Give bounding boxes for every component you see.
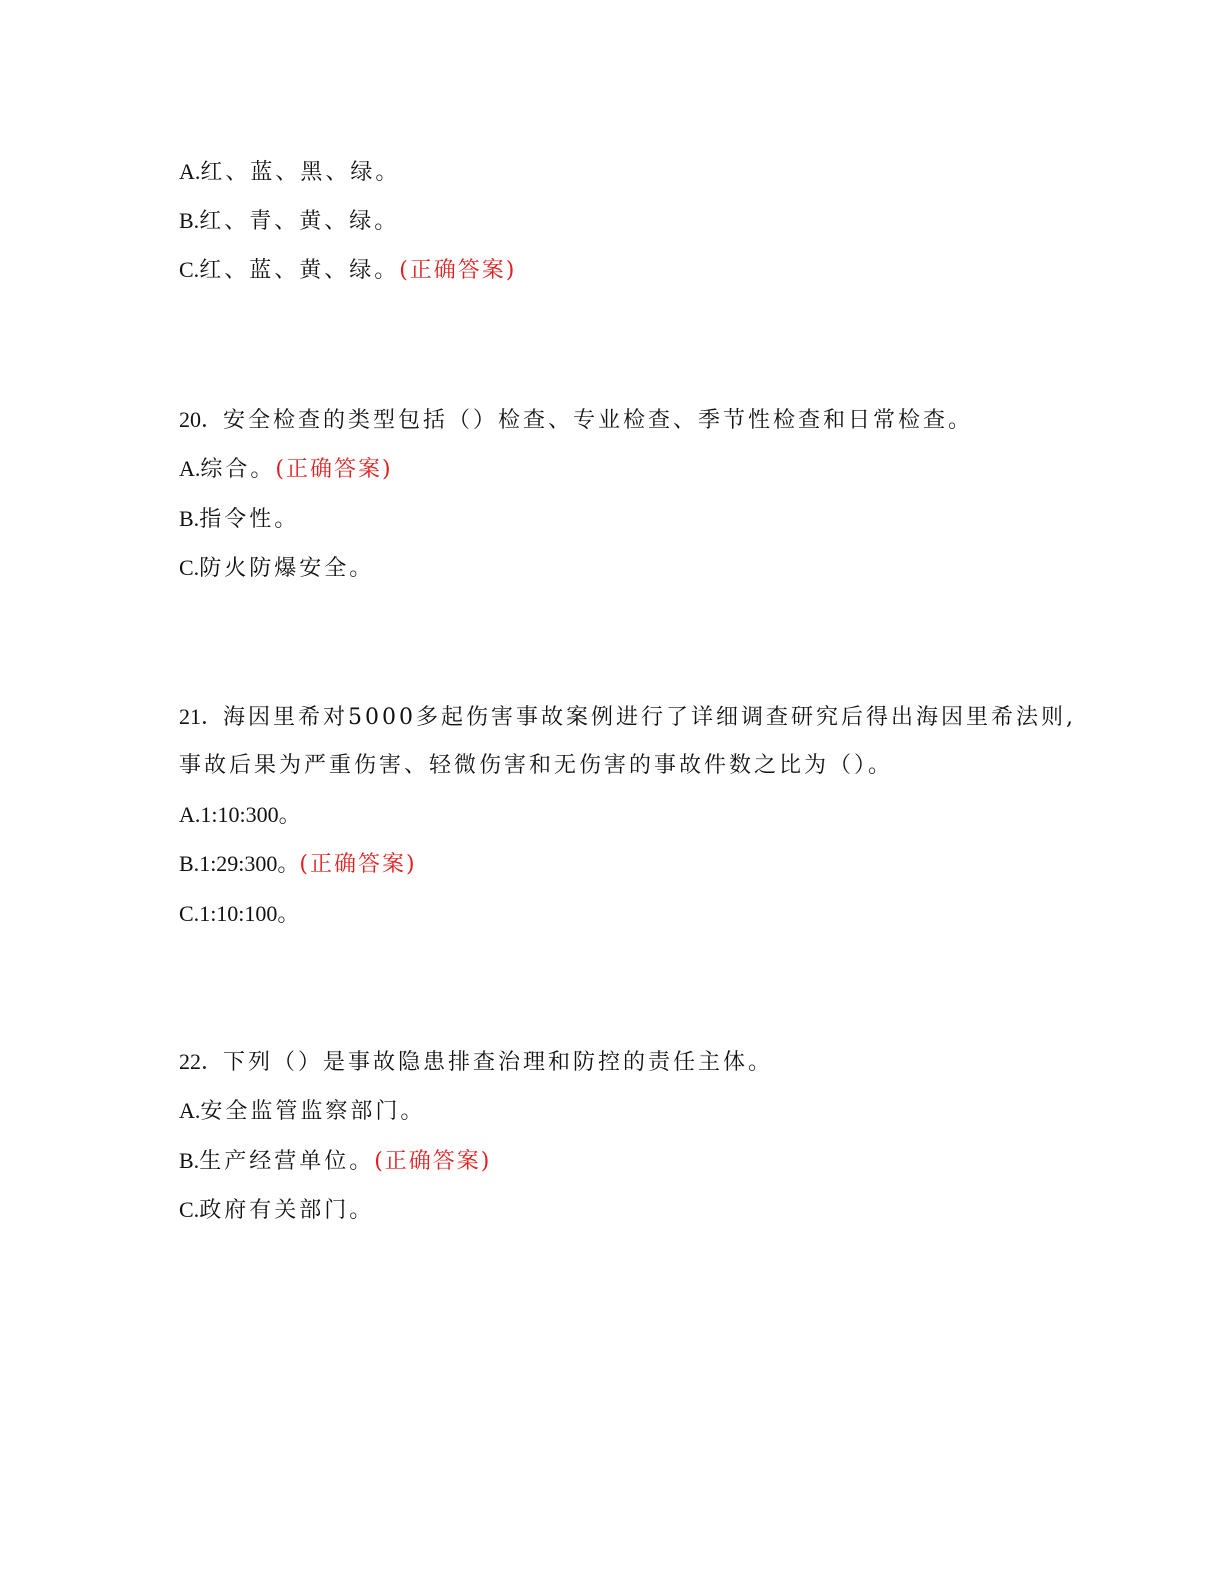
option-text: 1:10:100。 — [199, 901, 300, 926]
option-prefix: B. — [179, 851, 200, 876]
option-text: 安全监管监察部门。 — [200, 1099, 426, 1124]
q21-question-line1 — [179, 702, 1076, 733]
option-prefix: C. — [179, 901, 200, 926]
option-text: 政府有关部门。 — [199, 1198, 375, 1223]
option-prefix: C. — [179, 257, 200, 282]
option-prefix: B. — [179, 506, 200, 531]
q22-option-c — [179, 1195, 374, 1226]
q21-option-a — [179, 800, 301, 831]
option-text: 1:10:300。 — [200, 802, 301, 827]
q22-option-b — [179, 1146, 491, 1177]
q21-option-c — [179, 899, 299, 930]
q19-option-c — [179, 255, 516, 286]
option-prefix: A. — [179, 159, 201, 184]
question-number: 22． — [179, 1049, 224, 1074]
option-text: 红、蓝、黄、绿。 — [199, 258, 400, 283]
q22-option-a — [179, 1096, 425, 1127]
correct-answer-tag: (正确答案) — [374, 1149, 492, 1174]
option-prefix: B. — [179, 1148, 200, 1173]
q21-question-line2 — [179, 751, 893, 781]
option-prefix: C. — [179, 555, 200, 580]
q20-option-a — [179, 454, 393, 485]
option-text: 1:29:300。 — [199, 851, 300, 876]
q19-option-b — [179, 206, 399, 237]
option-text: 红、青、黄、绿。 — [199, 209, 400, 234]
option-prefix: A. — [179, 1098, 201, 1123]
question-text: 安全检查的类型包括（）检查、专业检查、季节性检查和日常检查。 — [223, 408, 974, 433]
option-prefix: A. — [179, 802, 201, 827]
question-number: 21． — [179, 704, 224, 729]
option-text: 防火防爆安全。 — [199, 556, 375, 581]
option-text: 综合。 — [200, 457, 276, 482]
option-text: 指令性。 — [199, 507, 300, 532]
question-number: 20． — [179, 407, 224, 432]
option-text: 红、蓝、黑、绿。 — [200, 160, 401, 185]
option-text: 生产经营单位。 — [199, 1149, 375, 1174]
q21-option-b — [179, 849, 417, 880]
q19-option-a — [179, 157, 400, 188]
correct-answer-tag: (正确答案) — [299, 852, 417, 877]
question-text: 海因里希对5000多起伤害事故案例进行了详细调查研究后得出海因里希法则, — [223, 705, 1076, 730]
option-prefix: C. — [179, 1197, 200, 1222]
q20-option-b — [179, 504, 299, 535]
option-prefix: A. — [179, 456, 201, 481]
q20-option-c — [179, 553, 374, 584]
q22-question — [179, 1047, 773, 1078]
correct-answer-tag: (正确答案) — [275, 457, 393, 482]
correct-answer-tag: (正确答案) — [399, 258, 517, 283]
option-prefix: B. — [179, 208, 200, 233]
q20-question — [179, 405, 973, 436]
question-text: 下列（）是事故隐患排查治理和防控的责任主体。 — [223, 1050, 774, 1075]
question-text: 事故后果为严重伤害、轻微伤害和无伤害的事故件数之比为（）。 — [179, 753, 894, 778]
